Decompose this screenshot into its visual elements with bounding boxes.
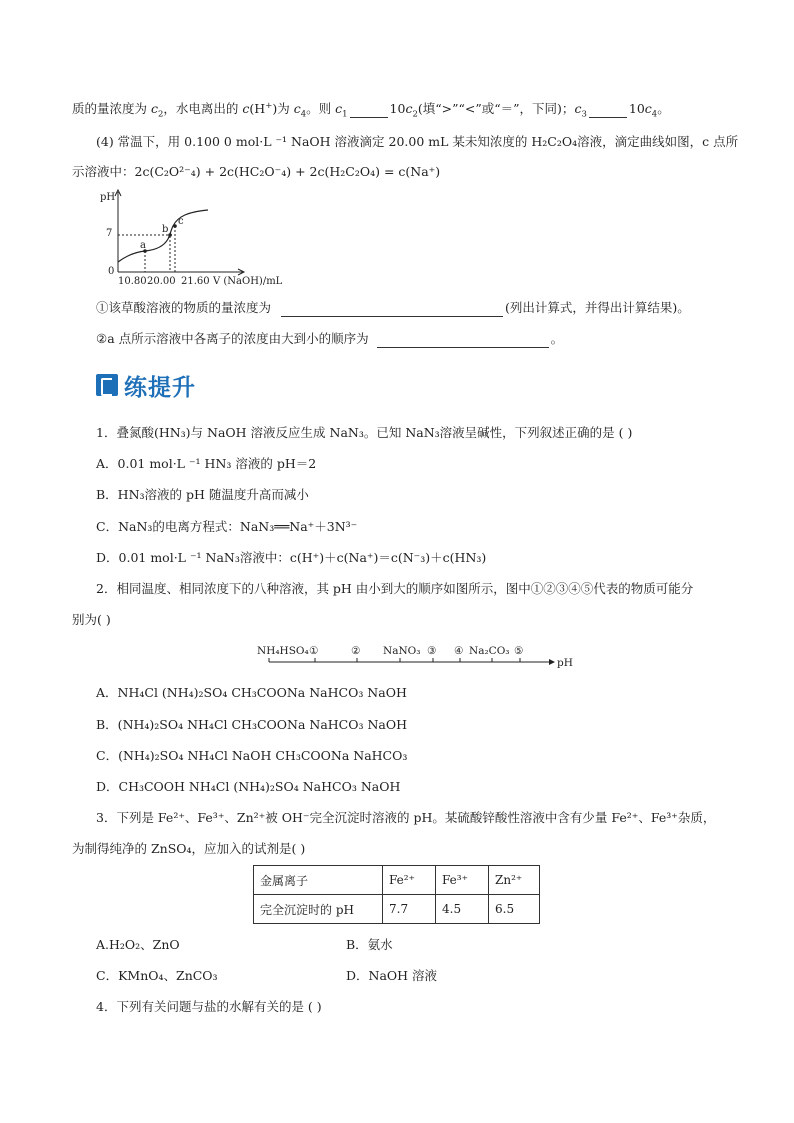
label-b: b — [162, 224, 169, 235]
table-row — [254, 866, 540, 895]
q2-option-a[interactable]: A．NH₄Cl (NH₄)₂SO₄ CH₃COONa NaHCO₃ NaOH — [96, 685, 407, 700]
table-cell: 4.5 — [436, 895, 489, 924]
q3-stem-line1: 3．下列是 Fe²⁺、Fe³⁺、Zn²⁺被 OH⁻完全沉淀时溶液的 pH。某硫酸锌酸性溶液中含有少量 Fe²⁺、Fe³⁺杂质， — [96, 810, 716, 825]
q3-option-a[interactable]: A.H₂O₂、ZnO — [96, 937, 180, 952]
sub-question-1: ①该草酸溶液的物质的量浓度为 (列出计算式，并得出计算结果)。 — [96, 300, 690, 315]
q3-option-c[interactable]: C．KMnO₄、ZnCO₃ — [96, 968, 218, 983]
q1-option-c[interactable]: C．NaN₃的电离方程式：NaN₃══Na⁺＋3N³⁻ — [96, 519, 358, 534]
axis-label-5: ⑤ — [514, 645, 524, 657]
answer-blank[interactable] — [377, 334, 549, 348]
y-axis-label: pH — [100, 192, 116, 203]
y-tick-7: 7 — [106, 228, 113, 239]
q1-stem: 1．叠氮酸(HN₃)与 NaOH 溶液反应生成 NaN₃。已知 NaN₃溶液呈碱性，下列叙述正确的是 ( ) — [96, 425, 633, 440]
answer-blank[interactable] — [350, 104, 388, 118]
answer-blank[interactable] — [589, 104, 627, 118]
axis-label-3: ③ — [427, 645, 437, 657]
label-a: a — [140, 240, 146, 251]
axis-label-2: ② — [351, 645, 361, 657]
table-header-cell: Fe²⁺ — [383, 866, 436, 895]
precipitation-ph-table — [253, 865, 540, 924]
q3-option-b[interactable]: B．氨水 — [346, 937, 393, 952]
q3-option-d[interactable]: D．NaOH 溶液 — [346, 968, 438, 983]
table-cell: 6.5 — [489, 895, 540, 924]
q2-stem-line1: 2．相同温度、相同浓度下的八种溶液，其 pH 由小到大的顺序如图所示，图中①②③④⑤代表的物质可能分 — [96, 581, 694, 596]
point-c — [173, 224, 177, 228]
axis-label-ph: pH — [557, 657, 573, 669]
axis-label-na2co3: Na₂CO₃ — [469, 645, 510, 657]
section-header — [96, 370, 196, 400]
x-tick-2: 20.00 — [147, 276, 176, 287]
point-b — [168, 233, 172, 237]
ph-order-axis — [255, 640, 575, 672]
x-tick-3: 21.60 — [181, 276, 210, 287]
q1-option-a[interactable]: A．0.01 mol·L ⁻¹ HN₃ 溶液的 pH＝2 — [96, 456, 317, 471]
x-tick-1: 10.80 — [118, 276, 147, 287]
table-cell: 完全沉淀时的 pH — [254, 895, 383, 924]
label-c: c — [178, 216, 184, 227]
book-icon — [96, 374, 118, 396]
prev-question-line: 质的量浓度为 $c_2$，水电离出的 c(H+)为 $c_4$。则 $c_1$ $10c_2$(填“>”“<”或“＝”，下同)；$c_3$ $10c_4$。 — [72, 100, 670, 120]
q3-stem-line2: 为制得纯净的 ZnSO₄，应加入的试剂是( ) — [72, 841, 306, 856]
table-cell: 7.7 — [383, 895, 436, 924]
curve — [118, 210, 208, 262]
table-header-cell: Zn²⁺ — [489, 866, 540, 895]
q4-stem: 4．下列有关问题与盐的水解有关的是 ( ) — [96, 999, 322, 1014]
part4-line1: (4) 常温下，用 0.100 0 mol·L ⁻¹ NaOH 溶液滴定 20.00 mL 某未知浓度的 H₂C₂O₄溶液，滴定曲线如图，c 点所 — [96, 134, 739, 149]
x-axis-label: V (NaOH)/mL — [213, 276, 283, 287]
q1-option-d[interactable]: D．0.01 mol·L ⁻¹ NaN₃溶液中：c(H⁺)＋c(Na⁺)＝c(N⁻₃)＋c(HN₃) — [96, 550, 487, 565]
axis-label-nh4hso4: NH₄HSO₄ — [257, 645, 309, 657]
q2-option-b[interactable]: B．(NH₄)₂SO₄ NH₄Cl CH₃COONa NaHCO₃ NaOH — [96, 717, 408, 732]
q2-stem-line2: 别为( ) — [72, 612, 111, 627]
q2-option-c[interactable]: C．(NH₄)₂SO₄ NH₄Cl NaOH CH₃COONa NaHCO₃ — [96, 748, 408, 763]
answer-blank[interactable] — [281, 303, 503, 317]
table-row — [254, 895, 540, 924]
table-header-cell: Fe³⁺ — [436, 866, 489, 895]
q1-option-b[interactable]: B．HN₃溶液的 pH 随温度升高而减小 — [96, 487, 309, 502]
sub-question-2: ②a 点所示溶液中各离子的浓度由大到小的顺序为 。 — [96, 331, 564, 346]
table-header-cell: 金属离子 — [254, 866, 383, 895]
section-title: 练提升 — [124, 374, 196, 401]
axis-label-nano3: NaNO₃ — [383, 645, 421, 657]
axis-label-1: ① — [309, 645, 319, 657]
q2-option-d[interactable]: D．CH₃COOH NH₄Cl (NH₄)₂SO₄ NaHCO₃ NaOH — [96, 779, 401, 794]
part4-line2: 示溶液中：2c(C₂O²⁻₄) + 2c(HC₂O⁻₄) + 2c(H₂C₂O₄) = c(Na⁺) — [72, 164, 441, 179]
axis-label-4: ④ — [454, 645, 464, 657]
titration-curve — [96, 186, 316, 292]
origin-label: 0 — [108, 266, 115, 277]
